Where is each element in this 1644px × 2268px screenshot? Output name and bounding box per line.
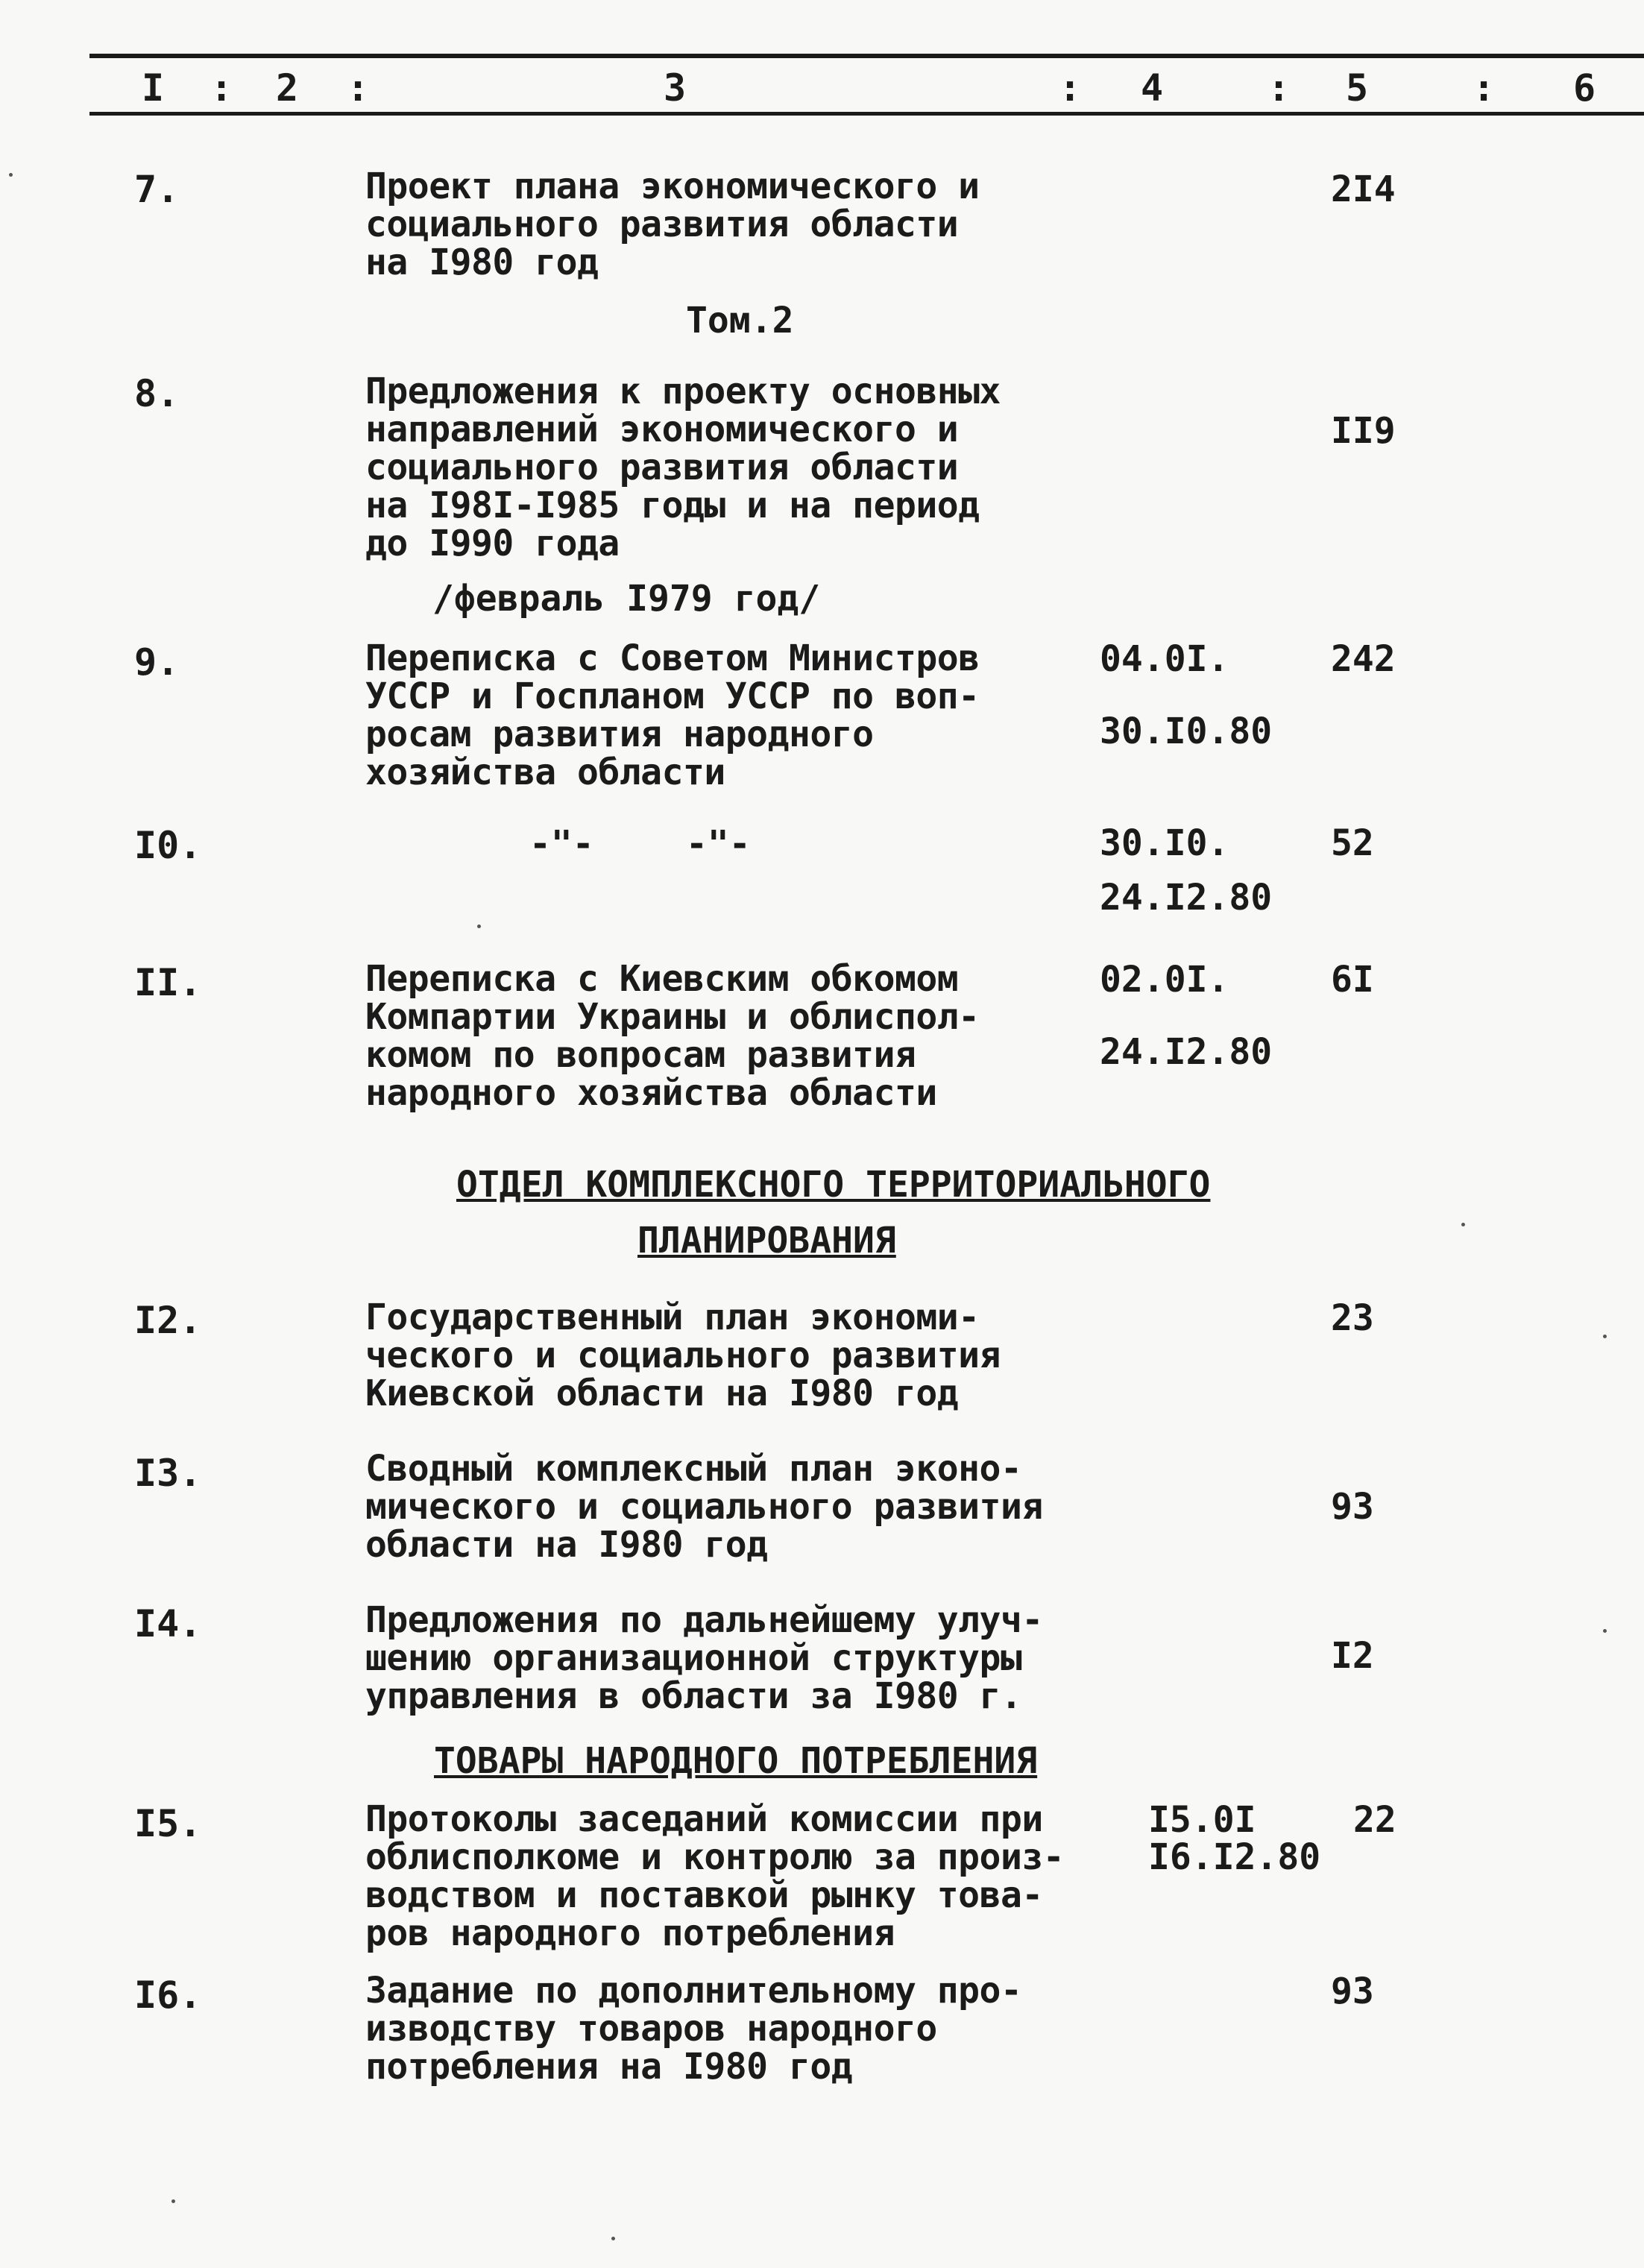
ditto-mark: -"- bbox=[529, 823, 594, 865]
entry-title-line: направлений экономического и bbox=[365, 409, 959, 450]
entry-title-line: ров народного потребления bbox=[365, 1912, 895, 1954]
entry-title-line: изводству товаров народного bbox=[365, 2008, 937, 2050]
scan-speck bbox=[611, 2237, 615, 2240]
entry-date-start: 04.0I. bbox=[1100, 638, 1229, 680]
entry-page-count: 22 bbox=[1353, 1799, 1396, 1841]
entry-number: I6. bbox=[134, 1974, 202, 2017]
header-bottom-rule bbox=[89, 112, 1644, 116]
entry-title-line: ческого и социального развития bbox=[365, 1335, 1001, 1376]
entry-title-line: Проект плана экономического и bbox=[365, 166, 980, 207]
entry-title-line: хозяйства области bbox=[365, 752, 725, 793]
scan-speck bbox=[9, 173, 13, 177]
scan-speck bbox=[477, 924, 481, 928]
column-header-2: 2 bbox=[276, 66, 299, 110]
entry-title-line: Протоколы заседаний комиссии при bbox=[365, 1798, 1043, 1840]
column-separator: : bbox=[1473, 66, 1496, 110]
column-separator: : bbox=[1267, 66, 1291, 110]
entry-page-count: 93 bbox=[1331, 1486, 1374, 1528]
entry-title bbox=[365, 168, 1111, 282]
scan-speck bbox=[1603, 1629, 1607, 1633]
entry-page-count: 6I bbox=[1331, 959, 1374, 1001]
entry-title bbox=[365, 373, 1111, 563]
entry-date-start: I5.0I bbox=[1148, 1799, 1256, 1841]
date-note: /февраль I979 год/ bbox=[432, 578, 821, 620]
entry-title-line: облисполкоме и контролю за произ- bbox=[365, 1836, 1065, 1878]
entry-page-count: 52 bbox=[1331, 822, 1374, 864]
entry-title-line: Переписка с Советом Министров bbox=[365, 637, 980, 679]
entry-title-line: Предложения по дальнейшему улуч- bbox=[365, 1599, 1043, 1641]
scan-speck bbox=[1461, 1223, 1465, 1226]
entry-title-line: росам развития народного bbox=[365, 714, 874, 755]
entry-number: 9. bbox=[134, 640, 180, 684]
entry-title-line: социального развития области bbox=[365, 204, 959, 245]
entry-title-line: Задание по дополнительному про- bbox=[365, 1970, 1022, 2012]
entry-title-line: водством и поставкой рынку това- bbox=[365, 1874, 1043, 1916]
entry-page-count: 242 bbox=[1331, 638, 1396, 680]
column-separator: : bbox=[347, 66, 370, 110]
entry-number: 8. bbox=[134, 372, 180, 415]
entry-number: II. bbox=[134, 961, 202, 1004]
entry-title-line: шению организационной структуры bbox=[365, 1637, 1022, 1679]
entry-title bbox=[365, 960, 1111, 1112]
entry-title-line: Переписка с Киевским обкомом bbox=[365, 958, 959, 1000]
entry-number: I3. bbox=[134, 1452, 202, 1495]
entry-title-line: Сводный комплексный план эконо- bbox=[365, 1448, 1022, 1490]
entry-title bbox=[365, 1972, 1111, 2086]
scan-speck bbox=[171, 2199, 175, 2203]
entry-page-count: 2I4 bbox=[1331, 168, 1396, 210]
entry-title-line: на I980 год bbox=[365, 242, 599, 283]
entry-date-start: 02.0I. bbox=[1100, 959, 1229, 1001]
entry-title-line: УССР и Госпланом УССР по воп- bbox=[365, 675, 980, 717]
entry-title-line: комом по вопросам развития bbox=[365, 1034, 916, 1076]
column-header-6: 6 bbox=[1573, 66, 1596, 110]
entry-title-line: мического и социального развития bbox=[365, 1486, 1043, 1528]
entry-page-count: 23 bbox=[1331, 1297, 1374, 1339]
column-header-5: 5 bbox=[1346, 66, 1369, 110]
entry-number: I2. bbox=[134, 1299, 202, 1342]
entry-number: I4. bbox=[134, 1602, 202, 1645]
entry-title-line: социального развития области bbox=[365, 447, 959, 488]
ditto-mark: -"- bbox=[686, 823, 751, 865]
entry-title-line: на I98I-I985 годы и на период bbox=[365, 485, 980, 526]
entry-title-line: Государственный план экономи- bbox=[365, 1297, 980, 1338]
entry-title-line: Предложения к проекту основных bbox=[365, 371, 1001, 412]
entry-page-count: 93 bbox=[1331, 1971, 1374, 2012]
column-header-3: 3 bbox=[664, 66, 687, 110]
entry-date-start: 30.I0. bbox=[1100, 822, 1229, 864]
entry-number: I0. bbox=[134, 824, 202, 867]
entry-title bbox=[365, 637, 1111, 793]
entry-title bbox=[365, 1450, 1111, 1564]
column-separator: : bbox=[1059, 66, 1082, 110]
entry-title bbox=[365, 1299, 1111, 1413]
section-heading: ОТДЕЛ КОМПЛЕКСНОГО ТЕРРИТОРИАЛЬНОГО bbox=[456, 1164, 1211, 1206]
entry-title bbox=[365, 1601, 1111, 1716]
scan-speck bbox=[1603, 1335, 1607, 1338]
entry-title bbox=[365, 1798, 1111, 1954]
entry-title-line: управления в области за I980 г. bbox=[365, 1675, 1022, 1717]
entry-number: 7. bbox=[134, 168, 180, 211]
entry-title-line: Компартии Украины и облиспол- bbox=[365, 996, 980, 1038]
entry-title-line: области на I980 год bbox=[365, 1524, 768, 1566]
entry-date-end: 24.I2.80 bbox=[1100, 1031, 1273, 1073]
entry-title-line: до I990 года bbox=[365, 523, 620, 564]
column-header-4: 4 bbox=[1141, 66, 1164, 110]
column-header-1: I bbox=[142, 66, 165, 110]
section-heading-continued: ПЛАНИРОВАНИЯ bbox=[637, 1220, 896, 1261]
volume-note: Том.2 bbox=[686, 300, 794, 341]
entry-title-line: народного хозяйства области bbox=[365, 1072, 937, 1114]
entry-number: I5. bbox=[134, 1802, 202, 1845]
entry-date-end: I6.I2.80 bbox=[1148, 1836, 1321, 1878]
entry-title-line: Киевской области на I980 год bbox=[365, 1373, 959, 1414]
entry-page-count: I2 bbox=[1331, 1635, 1374, 1677]
header-top-rule bbox=[89, 54, 1644, 58]
entry-date-end: 30.I0.80 bbox=[1100, 711, 1273, 752]
section-heading: ТОВАРЫ НАРОДНОГО ПОТРЕБЛЕНИЯ bbox=[434, 1740, 1038, 1782]
entry-title-line: потребления на I980 год bbox=[365, 2046, 853, 2088]
column-separator: : bbox=[210, 66, 233, 110]
entry-date-end: 24.I2.80 bbox=[1100, 877, 1273, 919]
entry-page-count: II9 bbox=[1331, 410, 1396, 452]
